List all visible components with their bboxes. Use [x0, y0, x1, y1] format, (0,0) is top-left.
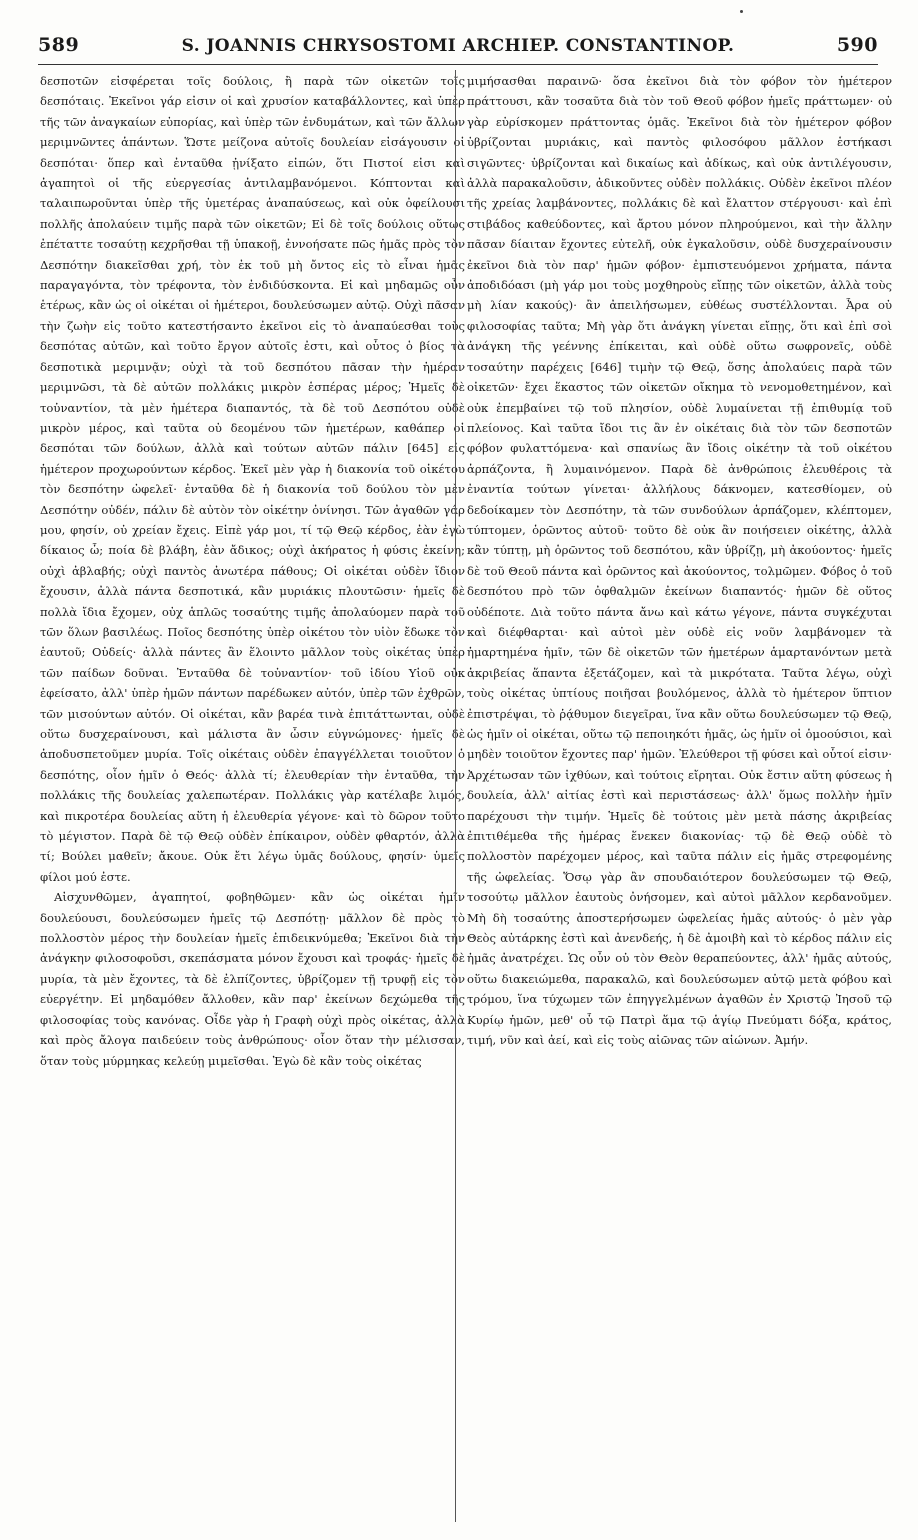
left-paragraph-1: δεσποτῶν εἰσφέρεται τοῖς δούλοις, ἢ παρὰ τῶν οἰκετῶν τοῖς δεσπόταις. Ἐκεῖνοι γάρ εἰσιν οἱ καὶ χρυσίον καταβάλλοντες, καὶ ὑπὲρ τῆς τῶν ἀναγκαίων εὐπορίας, καὶ ὑπὲρ τῶν ἐνδυμάτων, καὶ τῶν ἄλλων μεριμνῶντες ἁπάντων. Ὥστε μείζονα αὐτοῖς δουλείαν εἰσάγουσιν οἱ δεσπόται· ὅπερ καὶ ἐνταῦθα ᾐνίξατο εἰπών, ὅτι Πιστοί εἰσι καὶ ἀγαπητοὶ οἱ τῆς εὐεργεσίας ἀντιλαμβανόμενοι. Κόπτονται καὶ ταλαιπωροῦνται ὑπὲρ τῆς ὑμετέρας ἀναπαύσεως, καὶ οὐκ ὀφείλουσι πολλῆς ἀπολαύειν τιμῆς παρὰ τῶν οἰκετῶν; Εἰ δὲ τοῖς δούλοις οὕτως ἐπέταττε τοσαύτῃ κεχρῆσθαι τῇ ὑπακοῇ, ἐννοήσατε πῶς ἡμᾶς πρὸς τὸν Δεσπότην διακεῖσθαι χρή, τὸν ἐκ τοῦ μὴ ὄντος εἰς τὸ εἶναι ἡμᾶς παραγαγόντα, τὸν τρέφοντα, τὸν ἐνδιδύσκοντα. Εἰ καὶ μηδαμῶς οὖν ἑτέρως, κἂν ὡς οἱ οἰκέται οἱ ἡμέτεροι, δουλεύσωμεν αὐτῷ. Οὐχὶ πᾶσαν τὴν ζωὴν εἰς τοῦτο κατεστήσαντο ἐκεῖνοι εἰς τὸ ἀναπαύεσθαι τοὺς δεσπότας αὐτῶν, καὶ τοῦτο ἔργον αὐτοῖς ἐστι, καὶ οὗτος ὁ βίος τὰ δεσποτικὰ μεριμνᾷν; οὐχὶ τὰ τοῦ δεσπότου πᾶσαν τὴν ἡμέραν μεριμνῶσι, τὰ δὲ αὐτῶν πολλάκις μικρὸν ἑσπέρας μέρος; Ἡμεῖς δὲ τοὐναντίον, τὰ μὲν ἡμέτερα διαπαντός, τὰ δὲ τοῦ Δεσπότου οὐδὲ μικρὸν μέρος, καὶ ταῦτα οὐ δεομένου τῶν ἡμετέρων, καθάπερ οἱ δεσπόται τῶν δούλων, ἀλλὰ καὶ τούτων αὐτῶν πάλιν [645] εἰς ἡμέτερον προχωρούντων κέρδος. Ἐκεῖ μὲν γὰρ ἡ διακονία τοῦ οἰκέτου τὸν δεσπότην ὠφελεῖ· ἐνταῦθα δὲ ἡ διακονία τοῦ δούλου τὸν μὲν Δεσπότην οὐδέν, πάλιν δὲ αὐτὸν τὸν οἰκέτην ὀνίνησι. Τῶν ἀγαθῶν γάρ μου, φησίν, οὐ χρείαν ἔχεις. Εἰπὲ γάρ μοι, τί τῷ Θεῷ κέρδος, ἐὰν ἐγὼ δίκαιος ὦ; ποία δὲ βλάβη, ἐὰν ἄδικος; οὐχὶ ἀκήρατος ἡ φύσις ἐκείνη; οὐχὶ ἀβλαβής; οὐχὶ παντὸς ἀνωτέρα πάθους; Οἱ οἰκέται οὐδὲν ἴδιον ἔχουσιν, ἀλλὰ πάντα δεσποτικά, κἂν μυριάκις πλουτῶσιν· ἡμεῖς δὲ πολλὰ ἴδια ἔχομεν, οὐχ ἁπλῶς τοσαύτης τιμῆς ἀπολαύομεν παρὰ τοῦ τῶν ὅλων βασιλέως. Ποῖος δεσπότης ὑπὲρ οἰκέτου τὸν υἱὸν ἔδωκε τὸν ἑαυτοῦ; Οὐδείς· ἀλλὰ πάντες ἂν ἕλοιντο μᾶλλον τοὺς οἰκέτας ὑπὲρ τῶν παίδων δοῦναι. Ἐνταῦθα δὲ τοὐναντίον· τοῦ ἰδίου Υἱοῦ οὐκ ἐφείσατο, ἀλλ' ὑπὲρ ἡμῶν πάντων παρέδωκεν αὐτόν, ὑπὲρ τῶν ἐχθρῶν, τῶν μισούντων αὐτόν. Οἱ οἰκέται, κἂν βαρέα τινὰ ἐπιτάττωνται, οὐδὲ οὕτω δυσχεραίνουσι, καὶ μάλιστα ἂν ὦσιν εὐγνώμονες· ἡμεῖς δὲ ἀποδυσπετοῦμεν μυρία. Τοῖς οἰκέταις οὐδὲν ἐπαγγέλλεται τοιοῦτον ὁ δεσπότης, οἷον ἡμῖν ὁ Θεός· ἀλλὰ τί; ἐλευθερίαν τὴν ἐνταῦθα, τὴν πολλάκις τῆς δουλείας χαλεπωτέραν. Πολλάκις γὰρ κατέλαβε λιμός, καὶ πικροτέρα δουλείας αὕτη ἡ ἐλευθερία γέγονε· καὶ τὸ δῶρον τοῦτο τὸ μέγιστον. Παρὰ δὲ τῷ Θεῷ οὐδὲν ἐπίκαιρον, οὐδὲν φθαρτόν, ἀλλὰ τί; Βούλει μαθεῖν; ἄκουε. Οὐκ ἔτι λέγω ὑμᾶς δούλους, φησίν· ὑμεῖς φίλοι μού ἐστε. [40, 74, 465, 884]
left-column [40, 71, 465, 1523]
page-header [38, 34, 878, 60]
page-number-right: 590 [836, 34, 878, 56]
running-title: S. JOANNIS CHRYSOSTOMI ARCHIEP. CONSTANTINOP. [181, 36, 735, 56]
right-paragraph-1: μιμήσασθαι παραινῶ· ὅσα ἐκεῖνοι διὰ τὸν φόβον τὸν ἡμέτερον πράττουσι, κἂν τοσαῦτα διὰ τὸν τοῦ Θεοῦ φόβον ἡμεῖς πράττωμεν· οὐ γὰρ εὑρίσκομεν πράττοντας ὁμᾶς. Ἐκεῖνοι διὰ τὸν ἡμέτερον φόβον ὑβρίζονται μυριάκις, καὶ παντὸς φιλοσόφου μᾶλλον ἑστήκασι σιγῶντες· ὑβρίζονται καὶ δικαίως καὶ ἀδίκως, καὶ οὐκ ἀντιλέγουσιν, ἀλλὰ παρακαλοῦσιν, ἀδικοῦντες οὐδὲν πολλάκις. Οὐδὲν ἐκεῖνοι πλέον τῆς χρείας λαμβάνοντες, πολλάκις δὲ καὶ ἔλαττον στέργουσι· καὶ ἐπὶ στιβάδος καθεύδοντες, καὶ ἄρτου μόνον πληρούμενοι, καὶ τὴν ἄλλην πᾶσαν δίαιταν ἔχοντες εὐτελῆ, οὐκ ἐγκαλοῦσιν, οὐδὲ δυσχεραίνουσιν ἐκεῖνοι διὰ τὸν παρ' ἡμῶν φόβον· ἐμπιστευόμενοι χρήματα, πάντα ἀποδιδόασι (μὴ γάρ μοι τοὺς μοχθηροὺς εἴπῃς τῶν οἰκετῶν, ἀλλὰ τοὺς μὴ λίαν κακούς)· ἂν ἀπειλήσωμεν, εὐθέως συστέλλονται. Ἆρα οὐ φιλοσοφίας ταῦτα; Μὴ γὰρ ὅτι ἀνάγκη γίνεται εἴπῃς, ὅτι καὶ ἐπὶ σοὶ ἀνάγκη τῆς γεέννης ἐπίκειται, καὶ οὐδὲ οὕτω σωφρονεῖς, οὐδὲ τοσαύτην παρέχεις [646] τιμὴν τῷ Θεῷ, ὅσης ἀπολαύεις παρὰ τῶν οἰκετῶν· ἔχει ἕκαστος τῶν οἰκετῶν οἴκημα τὸ νενομοθετημένον, καὶ οὐκ ἐπεμβαίνει τῷ τοῦ πλησίον, οὐδὲ λυμαίνεται τῇ ἐπιθυμίᾳ τοῦ πλείονος. Καὶ ταῦτα ἴδοι τις ἂν ἐν οἰκέταις διὰ τὸν τῶν δεσποτῶν φόβον φυλαττόμενα· καὶ σπανίως ἂν ἴδοις οἰκέτην τὰ τοῦ οἰκέτου ἁρπάζοντα, ἢ λυμαινόμενον. Παρὰ δὲ ἀνθρώποις ἐλευθέροις τὰ ἐναντία τούτων γίνεται· ἀλλήλους δάκνομεν, κατεσθίομεν, οὐ δεδοίκαμεν τὸν Δεσπότην, τὰ τῶν συνδούλων ἁρπάζομεν, κλέπτομεν, τύπτομεν, ὁρῶντος αὐτοῦ· τοῦτο δὲ οὐκ ἂν ποιήσειεν οἰκέτης, ἀλλὰ κἂν τύπτῃ, μὴ ὁρῶντος τοῦ δεσπότου, κἂν ὑβρίζῃ, μὴ ἀκούοντος· ἡμεῖς δὲ τοῦ Θεοῦ πάντα καὶ ὁρῶντος καὶ ἀκούοντος, τολμῶμεν. Φόβος ὁ τοῦ δεσπότου πρὸ τῶν ὀφθαλμῶν ἐκείνων διαπαντός· ἡμῶν δὲ οὕτος οὐδέποτε. Διὰ τοῦτο πάντα ἄνω καὶ κάτω γέγονε, πάντα συγκέχυται καὶ διέφθαρται· καὶ αὐτοὶ μὲν οὐδὲ εἰς νοῦν λαμβάνομεν τὰ ἡμαρτημένα ἡμῖν, τῶν δὲ οἰκετῶν τῶν ἡμετέρων ἁμαρτανόντων μετὰ ἀκριβείας ἅπαντα ἐξετάζομεν, καὶ τὰ μικρότατα. Ταῦτα λέγω, οὐχὶ τοὺς οἰκέτας ὑπτίους ποιῆσαι βουλόμενος, ἀλλὰ τὸ ἡμέτερον ὕπτιον ἐπιστρέψαι, τὸ ῥᾴθυμον διεγεῖραι, ἵνα κἂν οὕτω δουλεύσωμεν τῷ Θεῷ, ὡς ἡμῖν οἱ οἰκέται, οὕτω τῷ πεποιηκότι ἡμᾶς, ὡς ἡμῖν οἱ ὁμοούσιοι, καὶ μηδὲν τοιοῦτον ἔχοντες παρ' ἡμῶν. Ἐλεύθεροι τῇ φύσει καὶ οὗτοί εἰσιν· Ἀρχέτωσαν τῶν ἰχθύων, καὶ τούτοις εἴρηται. Οὐκ ἔστιν αὕτη φύσεως ἡ δουλεία, ἀλλ' αἰτίας ἐστὶ καὶ περιστάσεως· ἀλλ' ὅμως πολλὴν ἡμῖν παρέχουσι τὴν τιμήν. Ἡμεῖς δὲ τούτοις μὲν μετὰ πάσης ἀκριβείας ἐπιτιθέμεθα τῆς ἡμέρας ἕνεκεν διακονίας· τῷ δὲ Θεῷ οὐδὲ τὸ πολλοστὸν παρέχομεν μέρος, καὶ ταῦτα πάλιν εἰς ἡμᾶς στρεφομένης τῆς ὠφελείας. Ὅσῳ γὰρ ἂν σπουδαιότερον δουλεύσωμεν τῷ Θεῷ, τοσούτῳ μᾶλλον ἑαυτοὺς ὀνήσομεν, καὶ αὐτοὶ μᾶλλον κερδανοῦμεν. Μὴ δὴ τοσαύτης ἀποστερήσωμεν ὠφελείας ἡμᾶς αὐτούς· ὁ μὲν γὰρ Θεὸς αὐτάρκης ἐστὶ καὶ ἀνενδεής, ἡ δὲ ἀμοιβὴ καὶ τὸ κέρδος πάλιν εἰς ἡμᾶς ἀνατρέχει. Ὡς οὖν οὐ τὸν Θεὸν θεραπεύοντες, ἀλλ' ἡμᾶς αὐτούς, οὕτω διακειώμεθα, παρακαλῶ, καὶ δουλεύσωμεν αὐτῷ μετὰ φόβου καὶ τρόμου, ἵνα τύχωμεν τῶν ἐπηγγελμένων ἀγαθῶν ἐν Χριστῷ Ἰησοῦ τῷ Κυρίῳ ἡμῶν, μεθ' οὗ τῷ Πατρὶ ἅμα τῷ ἁγίῳ Πνεύματι δόξα, κράτος, τιμή, νῦν καὶ ἀεί, καὶ εἰς τοὺς αἰῶνας τῶν αἰώνων. Ἀμήν. [467, 74, 892, 1048]
left-paragraph-2: Αἰσχυνθῶμεν, ἀγαπητοί, φοβηθῶμεν· κἂν ὡς οἰκέται ἡμῖν δουλεύουσι, δουλεύσωμεν ἡμεῖς τῷ Δεσπότῃ· μᾶλλον δὲ πρὸς τὸ πολλοστὸν μέρος τὴν δουλείαν ἡμεῖς ἐπιδεικνύμεθα; Ἐκεῖνοι διὰ τὴν ἀνάγκην φιλοσοφοῦσι, σκεπάσματα μόνον ἔχουσι καὶ τροφάς· ἡμεῖς δὲ μυρία, τὰ μὲν ἔχοντες, τὰ δὲ ἐλπίζοντες, ὑβρίζομεν τῇ τρυφῇ εἰς τὸν εὐεργέτην. Εἰ μηδαμόθεν ἄλλοθεν, κἂν παρ' ἐκείνων δεχώμεθα τῆς φιλοσοφίας τοὺς κανόνας. Οἶδε γὰρ ἡ Γραφὴ οὐχὶ πρὸς οἰκέτας, ἀλλὰ καὶ πρὸς ἄλογα παιδεύειν τοὺς ἀνθρώπους· οἷον ὅταν τὴν μέλισσαν, ὅταν τοὺς μύρμηκας κελεύῃ μιμεῖσθαι. Ἐγὼ δὲ κἂν τοὺς οἰκέτας [40, 890, 465, 1068]
header-rule [38, 64, 878, 65]
scan-speck [740, 10, 743, 13]
column-divider [455, 70, 456, 1522]
page-number-left: 589 [38, 34, 80, 56]
right-column [467, 71, 892, 1523]
